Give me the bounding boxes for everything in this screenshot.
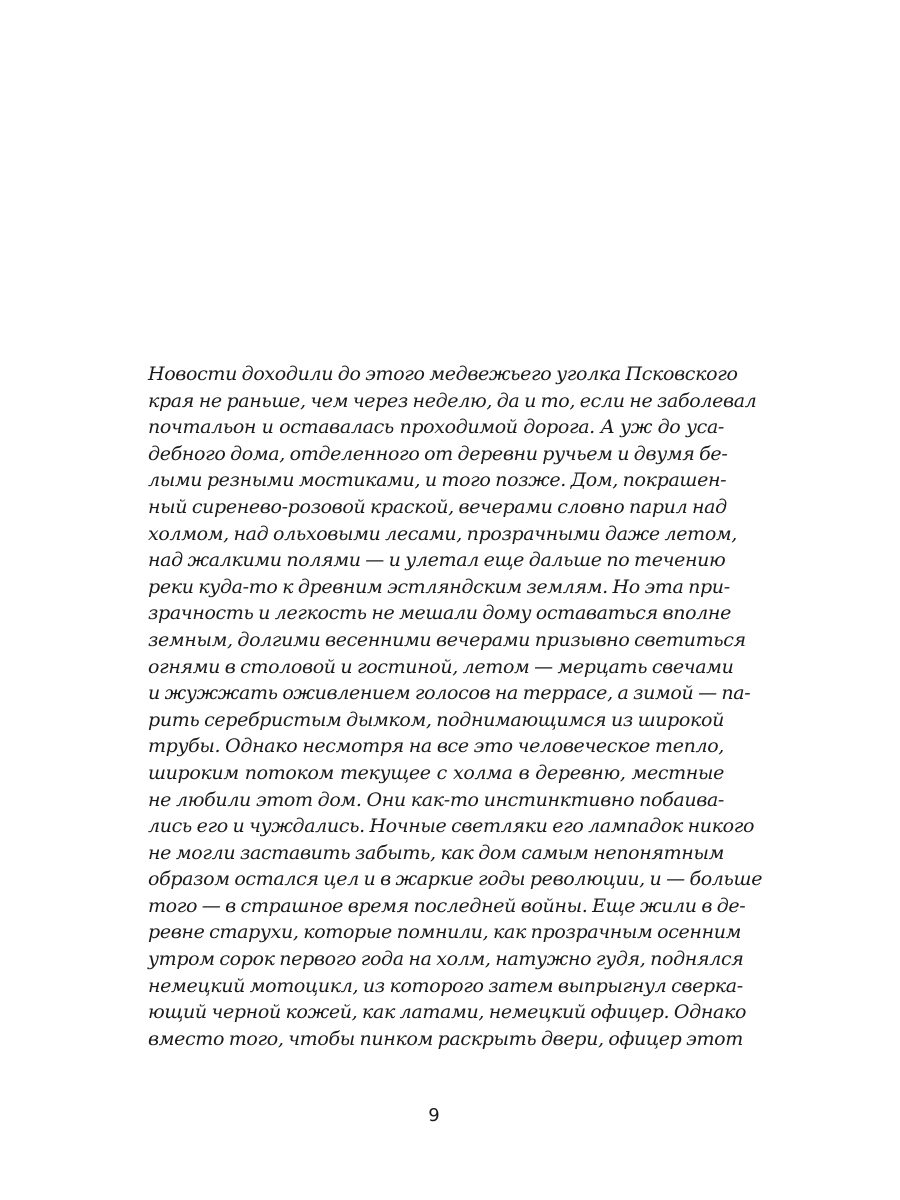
text-line: немецкий мотоцикл, из которого затем выпрыгнул сверка- (148, 974, 743, 997)
text-line: над жалкими полями — и улетал еще дальше по течению (148, 549, 726, 572)
text-line: не могли заставить забыть, как дом самым непонятным (148, 841, 724, 864)
text-line: почтальон и оставалась проходимой дорога. А уж до уса- (148, 416, 724, 439)
page-number: 9 (428, 1105, 440, 1126)
text-line: того — в страшное время последней войны. Еще жили в де- (148, 894, 746, 917)
text-line: образом остался цел и в жаркие годы революции, и — больше (148, 868, 763, 891)
text-line: лись его и чуждались. Ночные светляки его лампадок никого (148, 815, 755, 838)
text-line: ревне старухи, которые помнили, как прозрачным осенним (148, 921, 742, 944)
text-line: Новости доходили до этого медвежьего уголка Псковского (148, 363, 738, 385)
text-line: дебного дома, отделенного от деревни ручьем и двумя бе- (148, 442, 728, 465)
text-line: земным, долгими весенними вечерами призывно светиться (148, 628, 746, 651)
text-line: ющий черной кожей, как латами, немецкий офицер. Однако (148, 1001, 747, 1024)
text-line: вместо того, чтобы пинком раскрыть двери, офицер этот (148, 1027, 743, 1050)
text-line: холмом, над ольховыми лесами, прозрачными даже летом, (148, 522, 737, 545)
text-line: ный сиренево-розовой краской, вечерами словно парил над (148, 495, 727, 518)
text-line: не любили этот дом. Они как-то инстинктивно побаива- (148, 788, 724, 811)
text-line: утром сорок первого года на холм, натужно гудя, поднялся (148, 948, 744, 971)
text-line: трубы. Однако несмотря на все это человеческое тепло, (148, 735, 724, 758)
text-line: широким потоком текущее с холма в деревню, местные (148, 761, 724, 784)
text-line: зрачность и легкость не мешали дому оставаться вполне (148, 602, 731, 625)
text-line: огнями в столовой и гостиной, летом — мерцать свечами (148, 655, 734, 678)
text-line: края не раньше, чем через неделю, да и то, если не заболевал (148, 389, 757, 412)
text-line: реки куда-то к древним эстляндским землям. Но эта при- (148, 575, 730, 598)
text-line: и жужжать оживлением голосов на террасе, а зимой — па- (148, 682, 751, 705)
text-line: лыми резными мостиками, и того позже. Дом, покрашен- (148, 469, 727, 492)
text-line: рить серебристым дымком, поднимающимся из широкой (148, 708, 724, 731)
body-paragraph (148, 361, 763, 1052)
